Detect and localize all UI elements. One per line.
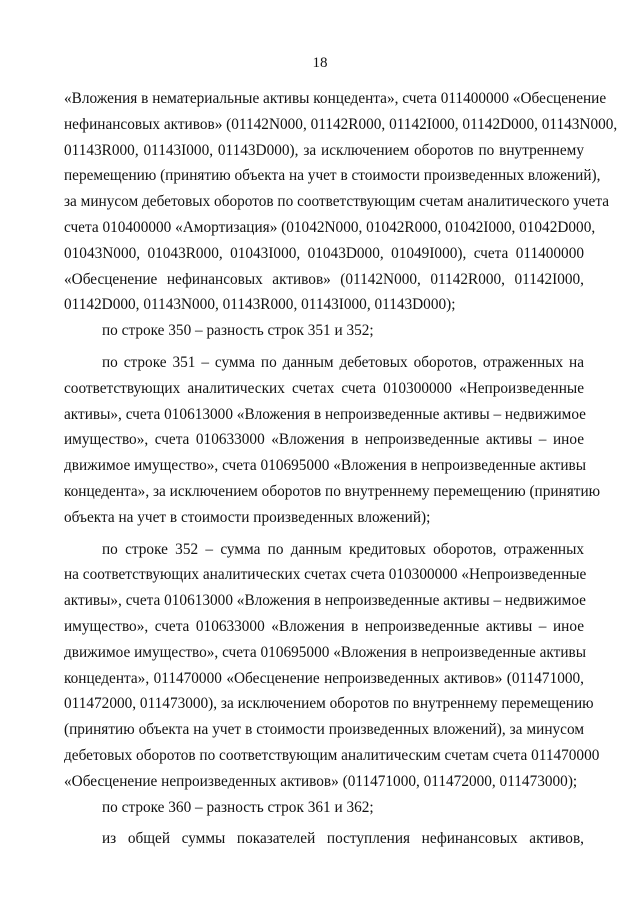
text-line: (принятию объекта на учет в стоимости произведенных вложений), за минусом (64, 721, 584, 739)
text-line: 011472000, 011473000), за исключением оборотов по внутреннему перемещению (64, 695, 594, 713)
text-line: дебетовых оборотов по соответствующим аналитическим счетам счета 011470000 (64, 746, 600, 764)
text-line: «Обесценение нефинансовых активов» (01142N000, 01142R000, 01142I000, (64, 270, 584, 288)
text-line: активы», счета 010613000 «Вложения в непроизведенные активы – недвижимое (64, 405, 586, 423)
text-line: из общей суммы показателей поступления нефинансовых активов, (102, 830, 584, 848)
text-line: движимое имущество», счета 010695000 «Вложения в непроизведенные активы (64, 643, 587, 661)
text-line: за минусом дебетовых оборотов по соответствующим счетам аналитического учета (64, 193, 609, 211)
page-number: 18 (312, 55, 328, 71)
text-line: 01043N000, 01043R000, 01043I000, 01043D000, 01049I000), счета 011400000 (64, 244, 584, 262)
text-line: соответствующих аналитических счетах счета 010300000 «Непроизведенные (64, 379, 584, 397)
text-line: на соответствующих аналитических счетах счета 010300000 «Непроизведенные (64, 566, 587, 584)
text-line: движимое имущество», счета 010695000 «Вложения в непроизведенные активы (64, 457, 587, 475)
text-line: «Вложения в нематериальные активы концедента», счета 011400000 «Обесценение (64, 90, 607, 107)
text-line: концедента», 011470000 «Обесценение непроизведенных активов» (011471000, (64, 669, 584, 687)
text-line: имущество», счета 010633000 «Вложения в непроизведенные активы – иное (64, 617, 584, 635)
text-line: по строке 351 – сумма по данным дебетовых оборотов, отраженных на (102, 353, 584, 371)
text-line: по строке 352 – сумма по данным кредитовых оборотов, отраженных (102, 540, 584, 558)
text-line: концедента», за исключением оборотов по внутреннему перемещению (принятию (64, 482, 601, 500)
text-line: счета 010400000 «Амортизация» (01042N000, 01042R000, 01042I000, 01042D000, (64, 218, 596, 236)
text-line: перемещению (принятию объекта на учет в стоимости произведенных вложений), (64, 167, 601, 185)
text-line: «Обесценение непроизведенных активов» (011471000, 011472000, 011473000); (64, 772, 578, 790)
text-line: нефинансовых активов» (01142N000, 01142R000, 01142I000, 01142D000, 01143N000, (64, 115, 618, 133)
document-body (64, 86, 618, 852)
text-line: по строке 350 – разность строк 351 и 352; (102, 322, 374, 340)
text-line: объекта на учет в стоимости произведенных вложений); (64, 508, 431, 526)
text-line: по строке 360 – разность строк 361 и 362; (102, 798, 374, 816)
text-line: активы», счета 010613000 «Вложения в непроизведенные активы – недвижимое (64, 592, 586, 610)
text-line: 01142D000, 01143N000, 01143R000, 01143I000, 01143D000); (64, 296, 456, 314)
text-line: имущество», счета 010633000 «Вложения в непроизведенные активы – иное (64, 431, 584, 449)
text-line: 01143R000, 01143I000, 01143D000), за исключением оборотов по внутреннему (64, 141, 584, 159)
